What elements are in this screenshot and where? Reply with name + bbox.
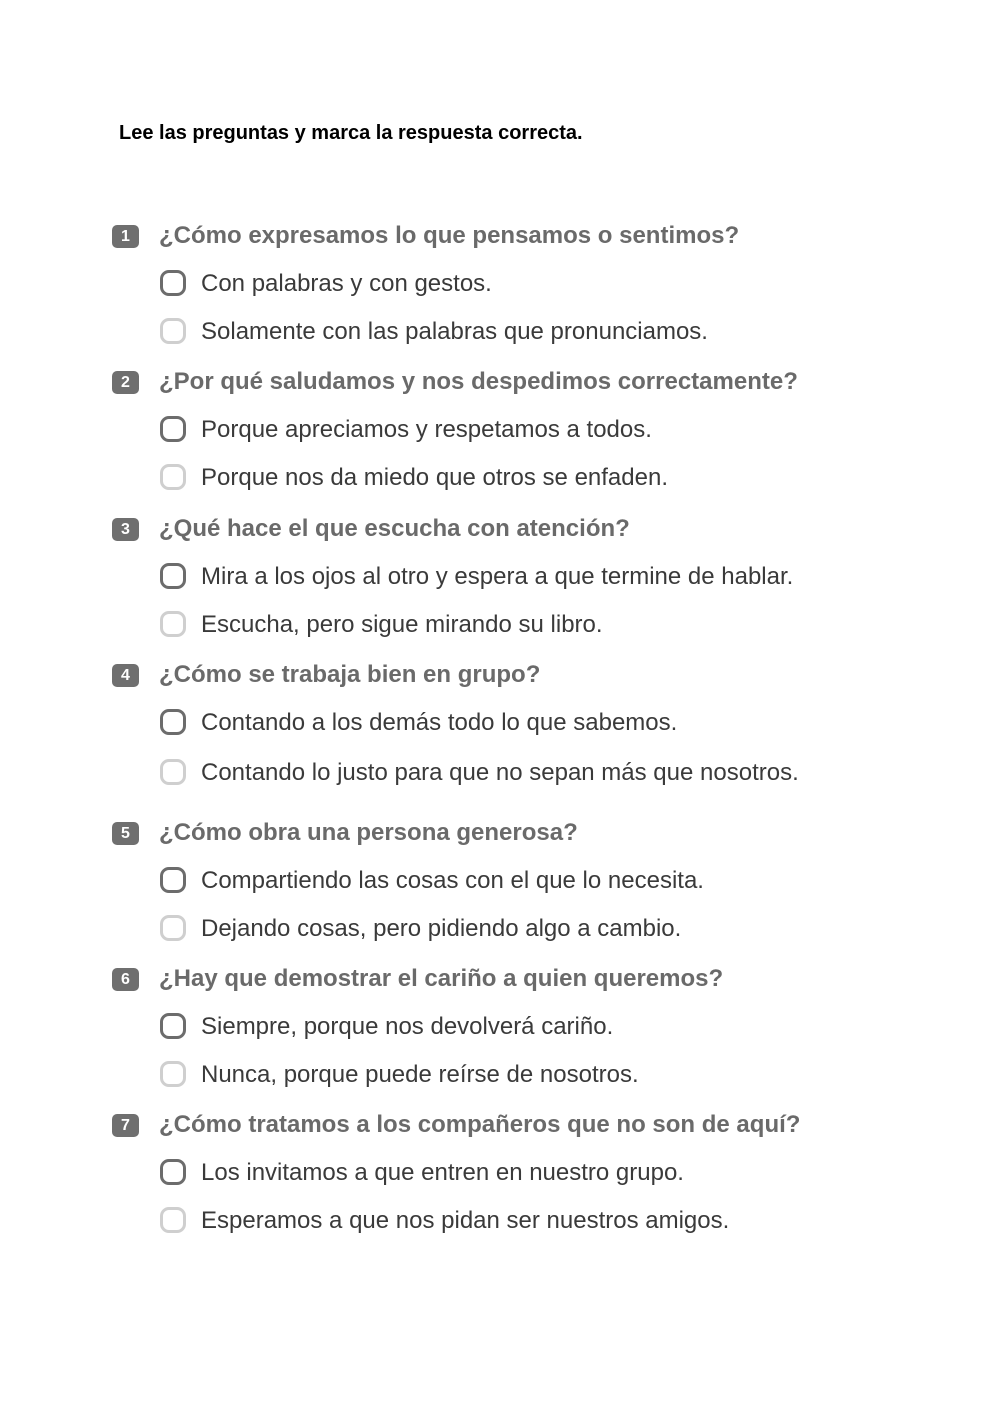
answer-checkbox[interactable] — [160, 464, 186, 490]
question-text: ¿Cómo tratamos a los compañeros que no son de aquí? — [159, 1111, 801, 1138]
answer-checkbox[interactable] — [160, 416, 186, 442]
answer-checkbox[interactable] — [160, 1159, 186, 1185]
option-label: Contando lo justo para que no sepan más que nosotros. — [201, 759, 799, 786]
question-number-badge: 4 — [112, 664, 139, 687]
answer-checkbox[interactable] — [160, 611, 186, 637]
option-label: Los invitamos a que entren en nuestro grupo. — [201, 1159, 684, 1186]
question-header — [112, 663, 982, 697]
question-4 — [112, 661, 982, 786]
question-1 — [112, 222, 982, 345]
question-text: ¿Hay que demostrar el cariño a quien queremos? — [159, 965, 724, 992]
question-text: ¿Qué hace el que escucha con atención? — [159, 515, 630, 542]
question-5 — [112, 819, 982, 942]
answer-checkbox[interactable] — [160, 1013, 186, 1039]
option-label: Compartiendo las cosas con el que lo necesita. — [201, 867, 704, 894]
question-text: ¿Cómo expresamos lo que pensamos o sentimos? — [159, 222, 740, 249]
question-number-badge: 6 — [112, 968, 139, 991]
question-text: ¿Por qué saludamos y nos despedimos correctamente? — [159, 368, 798, 395]
option-label: Con palabras y con gestos. — [201, 270, 492, 297]
instruction-text: Lee las preguntas y marca la respuesta correcta. — [119, 122, 583, 144]
option-label: Mira a los ojos al otro y espera a que termine de hablar. — [201, 563, 794, 590]
option-label: Solamente con las palabras que pronunciamos. — [201, 318, 708, 345]
answer-checkbox[interactable] — [160, 270, 186, 296]
question-number-badge: 2 — [112, 371, 139, 394]
question-6 — [112, 965, 982, 1088]
option-label: Esperamos a que nos pidan ser nuestros amigos. — [201, 1207, 730, 1234]
question-header — [112, 370, 982, 404]
question-text: ¿Cómo se trabaja bien en grupo? — [159, 661, 541, 688]
answer-checkbox[interactable] — [160, 1207, 186, 1233]
question-7 — [112, 1111, 982, 1234]
question-number-badge: 3 — [112, 518, 139, 541]
option-label: Dejando cosas, pero pidiendo algo a cambio. — [201, 915, 682, 942]
answer-checkbox[interactable] — [160, 867, 186, 893]
answer-checkbox[interactable] — [160, 915, 186, 941]
option-label: Porque apreciamos y respetamos a todos. — [201, 416, 652, 443]
question-header — [112, 517, 982, 551]
option-label: Porque nos da miedo que otros se enfaden. — [201, 464, 668, 491]
question-text: ¿Cómo obra una persona generosa? — [159, 819, 578, 846]
answer-checkbox[interactable] — [160, 1061, 186, 1087]
option-label: Nunca, porque puede reírse de nosotros. — [201, 1061, 639, 1088]
answer-checkbox[interactable] — [160, 759, 186, 785]
question-3 — [112, 515, 982, 638]
option-label: Siempre, porque nos devolverá cariño. — [201, 1013, 614, 1040]
answer-checkbox[interactable] — [160, 563, 186, 589]
question-number-badge: 5 — [112, 822, 139, 845]
question-header — [112, 821, 982, 855]
option-label: Escucha, pero sigue mirando su libro. — [201, 611, 603, 638]
question-number-badge: 7 — [112, 1114, 139, 1137]
question-number-badge: 1 — [112, 225, 139, 248]
question-header — [112, 1113, 982, 1147]
answer-checkbox[interactable] — [160, 318, 186, 344]
question-header — [112, 967, 982, 1001]
question-header — [112, 224, 982, 258]
answer-checkbox[interactable] — [160, 709, 186, 735]
question-2 — [112, 368, 982, 491]
option-label: Contando a los demás todo lo que sabemos. — [201, 709, 678, 736]
